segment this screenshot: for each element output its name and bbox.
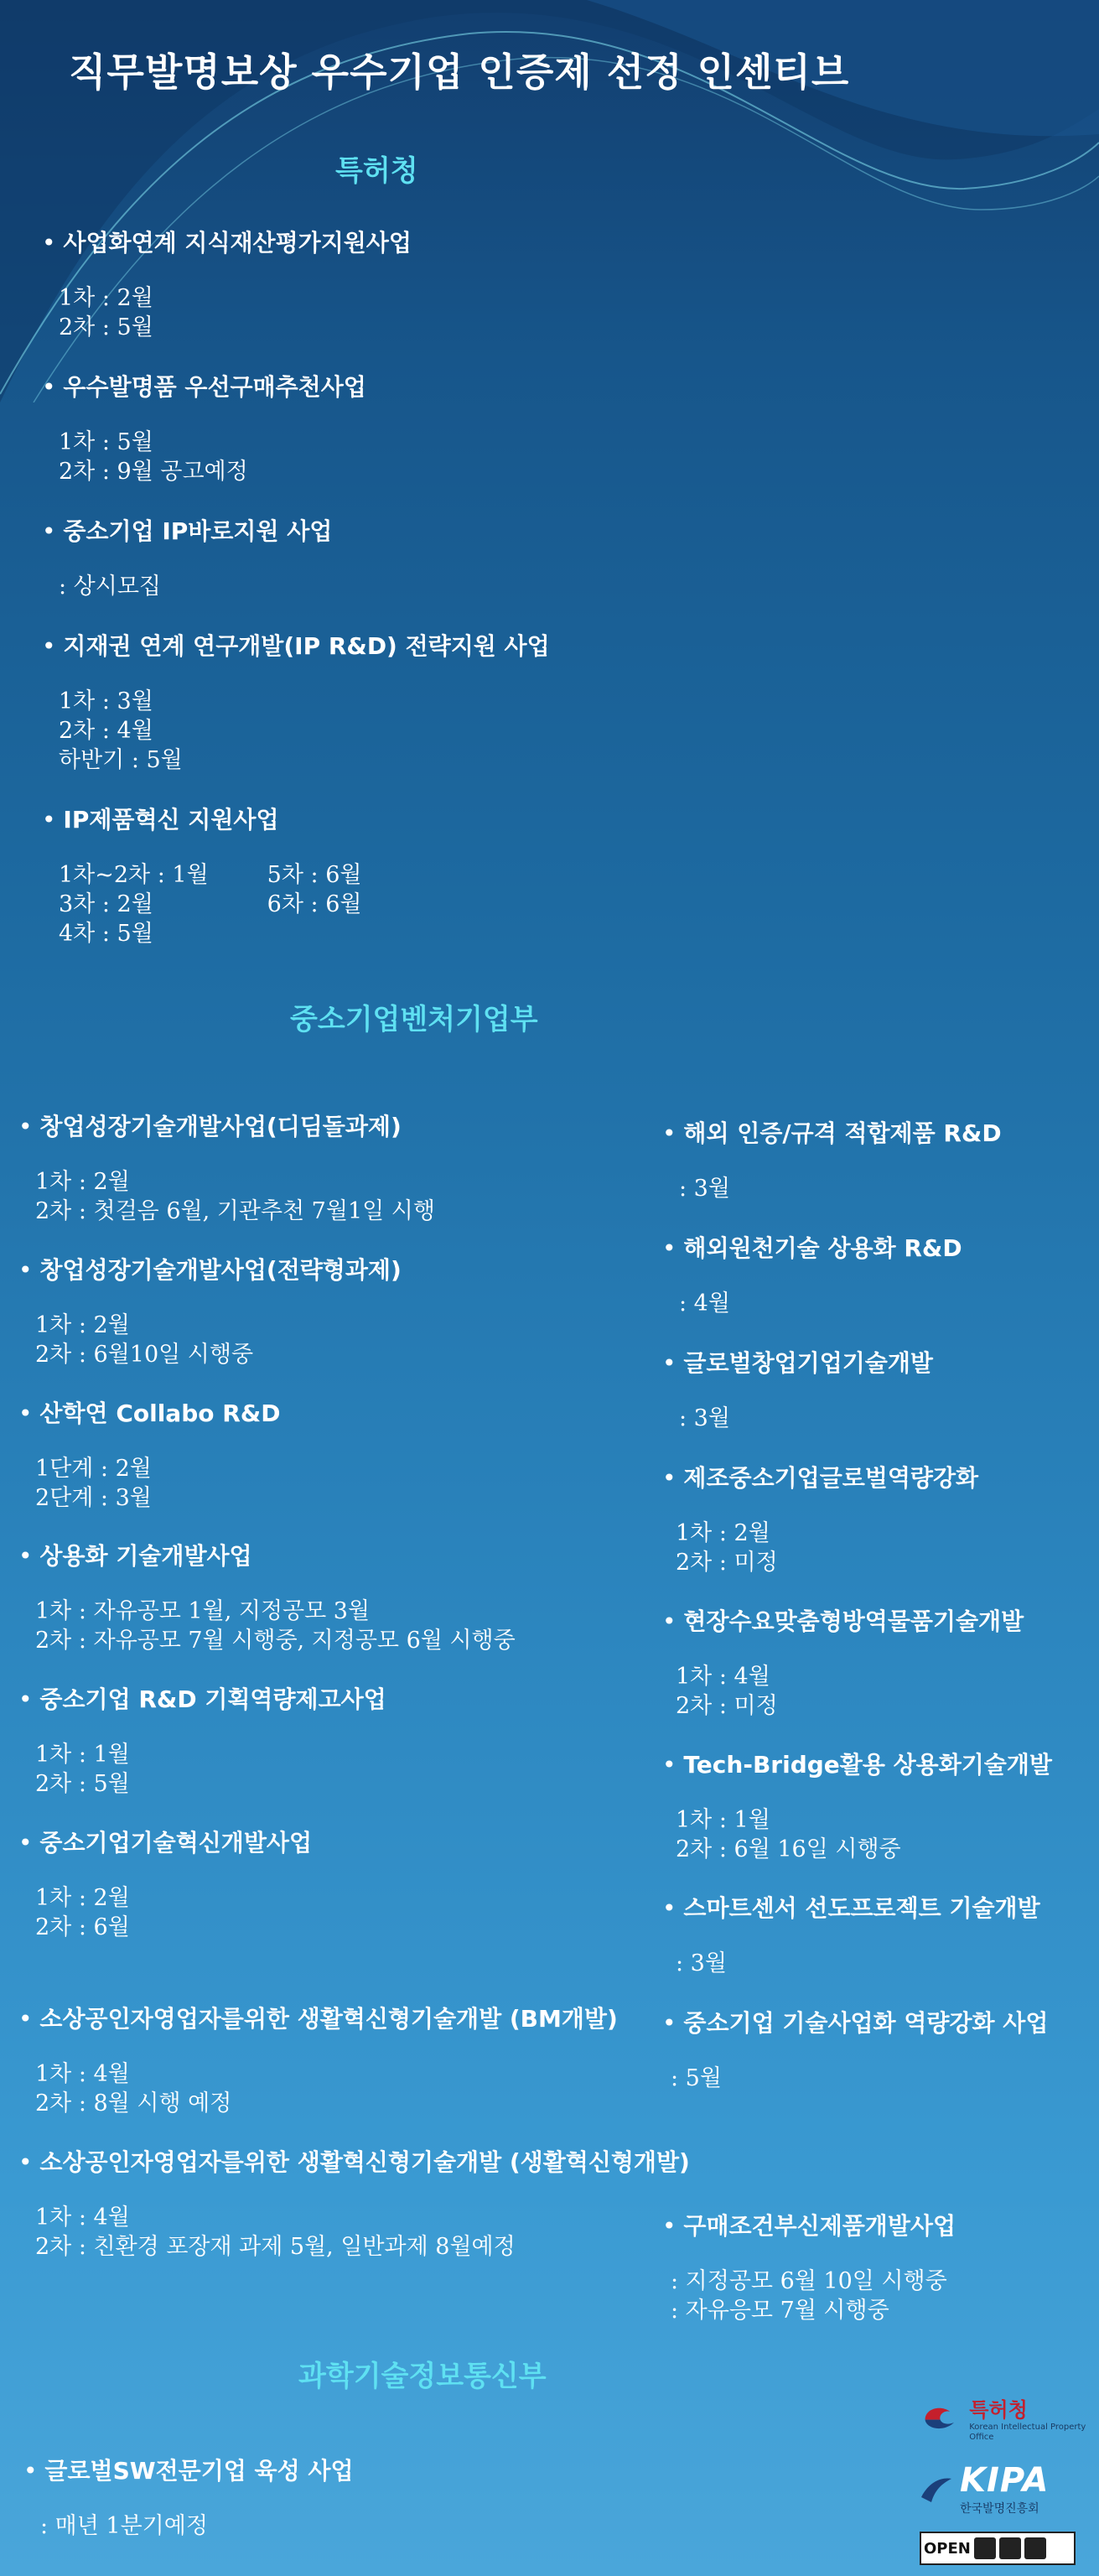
item-title: • 창업성장기술개발사업(전략형과제) xyxy=(18,1252,402,1285)
item-schedule: 1차 : 자유공모 1월, 지정공모 3월 2차 : 자유공모 7월 시행중, 지정공모 6월 시행중 xyxy=(35,1598,516,1654)
item-title: • 글로벌창업기업기술개발 xyxy=(662,1345,933,1379)
item-title: • 제조중소기업글로벌역량강화 xyxy=(662,1460,978,1493)
list-item xyxy=(662,1747,1052,1864)
item-title: • 창업성장기술개발사업(디딤돌과제) xyxy=(18,1109,435,1142)
item-title: • 중소기업 R&D 기획역량제고사업 xyxy=(18,1681,386,1715)
list-item xyxy=(42,802,361,948)
item-schedule: 1차 : 2월 2차 : 6월 xyxy=(35,1885,130,1940)
item-title: • 중소기업 IP바로지원 사업 xyxy=(42,513,332,547)
item-title: • 산학연 Collabo R&D xyxy=(18,1395,280,1429)
item-schedule: 1차 : 3월 2차 : 4월 하반기 : 5월 xyxy=(59,688,183,773)
item-schedule: 1차 : 2월 2차 : 첫걸음 6월, 기관추천 7월1일 시행 xyxy=(35,1169,435,1224)
item-title: • 해외원천기술 상용화 R&D xyxy=(662,1230,962,1264)
item-schedule: : 상시모집 xyxy=(59,574,162,600)
item-title: • 지재권 연계 연구개발(IP R&D) 전략지원 사업 xyxy=(42,628,550,662)
section-heading-msit: 과학기술정보통신부 xyxy=(298,2360,547,2393)
license-noderivs-icon xyxy=(1024,2537,1046,2559)
kipo-english-name: Korean Intellectual Property Office xyxy=(969,2423,1086,2442)
item-title: • 우수발명품 우선구매추천사업 xyxy=(42,369,366,402)
item-schedule: : 매년 1분기예정 xyxy=(40,2513,208,2539)
list-item xyxy=(662,1460,978,1577)
list-item xyxy=(42,369,366,486)
list-item xyxy=(18,1395,280,1513)
list-item xyxy=(662,1890,1040,1978)
list-item xyxy=(18,1538,516,1655)
item-schedule: 1차~2차 : 1월 3차 : 2월 4차 : 5월 xyxy=(59,862,209,947)
list-item xyxy=(662,2208,956,2325)
kipo-logo xyxy=(920,2393,1087,2443)
license-attribution-icon xyxy=(974,2537,996,2559)
item-title: • Tech-Bridge활용 상용화기술개발 xyxy=(662,1747,1052,1780)
list-item xyxy=(23,2453,354,2541)
item-schedule: : 3월 xyxy=(676,1950,727,1976)
section-heading-mss: 중소기업벤처기업부 xyxy=(290,1003,538,1036)
open-license-badge xyxy=(920,2532,1076,2565)
item-title: • 글로벌SW전문기업 육성 사업 xyxy=(23,2453,354,2486)
item-title: • 스마트센서 선도프로젝트 기술개발 xyxy=(662,1890,1040,1924)
item-schedule: 1차 : 4월 2차 : 미정 xyxy=(676,1664,778,1719)
list-item xyxy=(662,2005,1048,2093)
list-item xyxy=(42,628,550,775)
list-item xyxy=(662,1603,1024,1721)
item-title: • 소상공인자영업자를위한 생활혁신형기술개발 (BM개발) xyxy=(18,2001,618,2034)
item-schedule: 1차 : 4월 2차 : 친환경 포장재 과제 5월, 일반과제 8월예정 xyxy=(35,2205,516,2260)
list-item xyxy=(662,1345,933,1433)
item-title: • IP제품혁신 지원사업 xyxy=(42,802,361,835)
kipo-name: 특허청 xyxy=(969,2398,1028,2422)
item-schedule: 5차 : 6월 6차 : 6월 xyxy=(267,862,362,917)
list-item xyxy=(18,2144,690,2262)
list-item xyxy=(18,1681,386,1799)
license-noncommercial-icon xyxy=(999,2537,1021,2559)
item-schedule: 1차 : 2월 2차 : 6월10일 시행중 xyxy=(35,1312,254,1368)
item-schedule: : 5월 xyxy=(671,2065,722,2091)
item-schedule: 1차 : 1월 2차 : 6월 16일 시행중 xyxy=(676,1807,901,1862)
item-schedule: 1차 : 4월 2차 : 8월 시행 예정 xyxy=(35,2061,232,2116)
item-title: • 소상공인자영업자를위한 생활혁신형기술개발 (생활혁신형개발) xyxy=(18,2144,690,2178)
item-title: • 사업화연계 지식재산평가지원사업 xyxy=(42,225,412,258)
logo-area xyxy=(920,2393,1087,2565)
list-item xyxy=(18,1252,402,1369)
kipa-swoosh-icon xyxy=(920,2472,953,2506)
kipa-name: KIPA xyxy=(960,2461,1050,2500)
item-title: • 상용화 기술개발사업 xyxy=(18,1538,516,1571)
item-schedule: 1단계 : 2월 2단계 : 3월 xyxy=(35,1456,152,1511)
item-schedule: : 4월 xyxy=(679,1291,730,1317)
list-item xyxy=(662,1230,962,1318)
item-schedule: : 3월 xyxy=(679,1176,730,1202)
item-schedule: 1차 : 2월 2차 : 미정 xyxy=(676,1520,778,1576)
list-item xyxy=(42,225,412,342)
item-schedule: 1차 : 5월 2차 : 9월 공고예정 xyxy=(59,429,248,485)
list-item xyxy=(662,1115,1002,1203)
list-item xyxy=(18,1109,435,1226)
list-item xyxy=(18,1825,312,1942)
item-title: • 중소기업 기술사업화 역량강화 사업 xyxy=(662,2005,1048,2038)
item-schedule: : 3월 xyxy=(679,1405,730,1431)
kipa-logo xyxy=(920,2461,1087,2516)
kipa-korean-name: 한국발명진흥회 xyxy=(960,2502,1039,2516)
section-heading-kipo: 특허청 xyxy=(335,154,418,188)
open-label: OPEN xyxy=(924,2539,971,2558)
list-item xyxy=(18,2001,618,2118)
item-schedule: 1차 : 2월 2차 : 5월 xyxy=(59,285,153,340)
item-title: • 구매조건부신제품개발사업 xyxy=(662,2208,956,2241)
item-title: • 중소기업기술혁신개발사업 xyxy=(18,1825,312,1858)
item-title: • 해외 인증/규격 적합제품 R&D xyxy=(662,1115,1002,1149)
page-title: 직무발명보상 우수기업 인증제 선정 인센티브 xyxy=(69,49,850,95)
item-title: • 현장수요맞춤형방역물품기술개발 xyxy=(662,1603,1024,1637)
taegeuk-icon xyxy=(920,2398,961,2438)
list-item xyxy=(42,513,332,601)
item-schedule: 1차 : 1월 2차 : 5월 xyxy=(35,1742,130,1797)
item-schedule: : 지정공모 6월 10일 시행중 : 자유응모 7월 시행중 xyxy=(671,2268,947,2324)
